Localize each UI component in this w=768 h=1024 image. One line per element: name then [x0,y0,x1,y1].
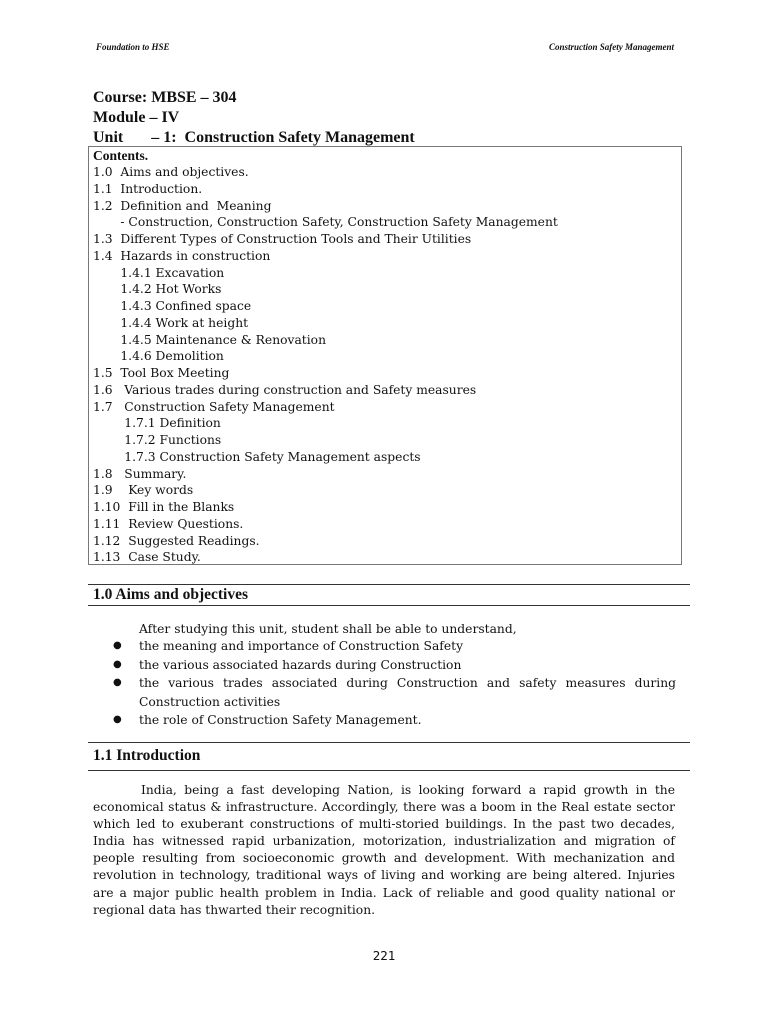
aims-intro-text: After studying this unit, student shall be able to understand, [139,622,517,636]
module-title: Module – IV [93,109,180,126]
section-rule-top [88,742,690,743]
toc-item: 1.7.3 Construction Safety Management aspects [93,449,421,464]
course-title: Course: MBSE – 304 [93,89,237,106]
bullet-text: the various associated hazards during Construction [139,657,462,672]
table-of-contents [93,164,558,566]
running-header-left: Foundation to HSE [96,42,170,52]
toc-item: 1.0 Aims and objectives. [93,165,249,179]
toc-item: 1.4.3 Confined space [93,299,252,313]
bullet-text: the meaning and importance of Construction Safety [139,639,464,653]
bullet-text: the various trades associated during Construction and safety measures during Construction activities [139,676,676,709]
toc-item: 1.4.6 Demolition [93,349,224,364]
toc-item: 1.12 Suggested Readings. [93,533,260,548]
toc-item: 1.10 Fill in the Blanks [93,500,235,514]
introduction-paragraph: India, being a fast developing Nation, is looking forward a rapid growth in the economical status & infrastructure. Accordingly, there was a boom in the Real estate sector which led to exuberant constructions of multi-storied buildings. In the past two decades, India has witnessed rapid urbanization, motorization, industrialization and migration of people resulting from socioeconomic growth and development. With mechanization and revolution in technology, traditional ways of living and working are being altered. Injuries are a major public health problem in India. Lack of reliable and good quality national or regional data has thwarted their recognition. [93,783,675,917]
aims-bullet-list [113,637,676,730]
toc-item: 1.7.1 Definition [93,416,221,431]
title-block [93,88,415,148]
unit-title: Unit – 1: Construction Safety Management [93,129,415,146]
toc-item: 1.6 Various trades during construction and Safety measures [93,382,477,397]
bullet-icon: ● [113,677,122,688]
bullet-text: the role of Construction Safety Management. [139,713,422,727]
bullet-item [113,656,676,675]
bullet-item [113,637,676,656]
toc-item: 1.1 Introduction. [93,181,203,196]
toc-item: 1.13 Case Study. [93,550,201,565]
section-rule-bottom [88,770,690,771]
section-rule-bottom [88,605,690,606]
toc-item: 1.4.5 Maintenance & Renovation [93,332,326,347]
bullet-item [113,711,676,730]
toc-item: 1.8 Summary. [93,466,187,481]
bullet-icon: ● [113,640,122,651]
toc-item: 1.7 Construction Safety Management [93,399,335,414]
aims-heading: 1.0 Aims and objectives [93,586,248,603]
bullet-icon: ● [113,658,122,670]
toc-item: 1.4.2 Hot Works [93,282,222,297]
toc-item: 1.2 Definition and Meaning [93,198,272,213]
toc-item: 1.4 Hazards in construction [93,248,271,263]
toc-item: 1.11 Review Questions. [93,516,244,531]
bullet-item [113,674,676,711]
contents-heading: Contents. [93,148,149,163]
toc-item: 1.3 Different Types of Construction Tools and Their Utilities [93,232,472,246]
section-rule-top [88,584,690,585]
toc-item: 1.4.4 Work at height [93,315,249,330]
toc-item: 1.5 Tool Box Meeting [93,366,230,380]
running-header-right: Construction Safety Management [548,42,674,52]
toc-item: 1.4.1 Excavation [93,265,225,280]
page-number: 221 [372,948,396,963]
toc-item: 1.9 Key words [93,483,194,498]
bullet-icon: ● [113,714,122,725]
toc-item: - Construction, Construction Safety, Construction Safety Management [93,215,558,230]
introduction-heading: 1.1 Introduction [93,747,201,764]
toc-item: 1.7.2 Functions [93,433,222,447]
